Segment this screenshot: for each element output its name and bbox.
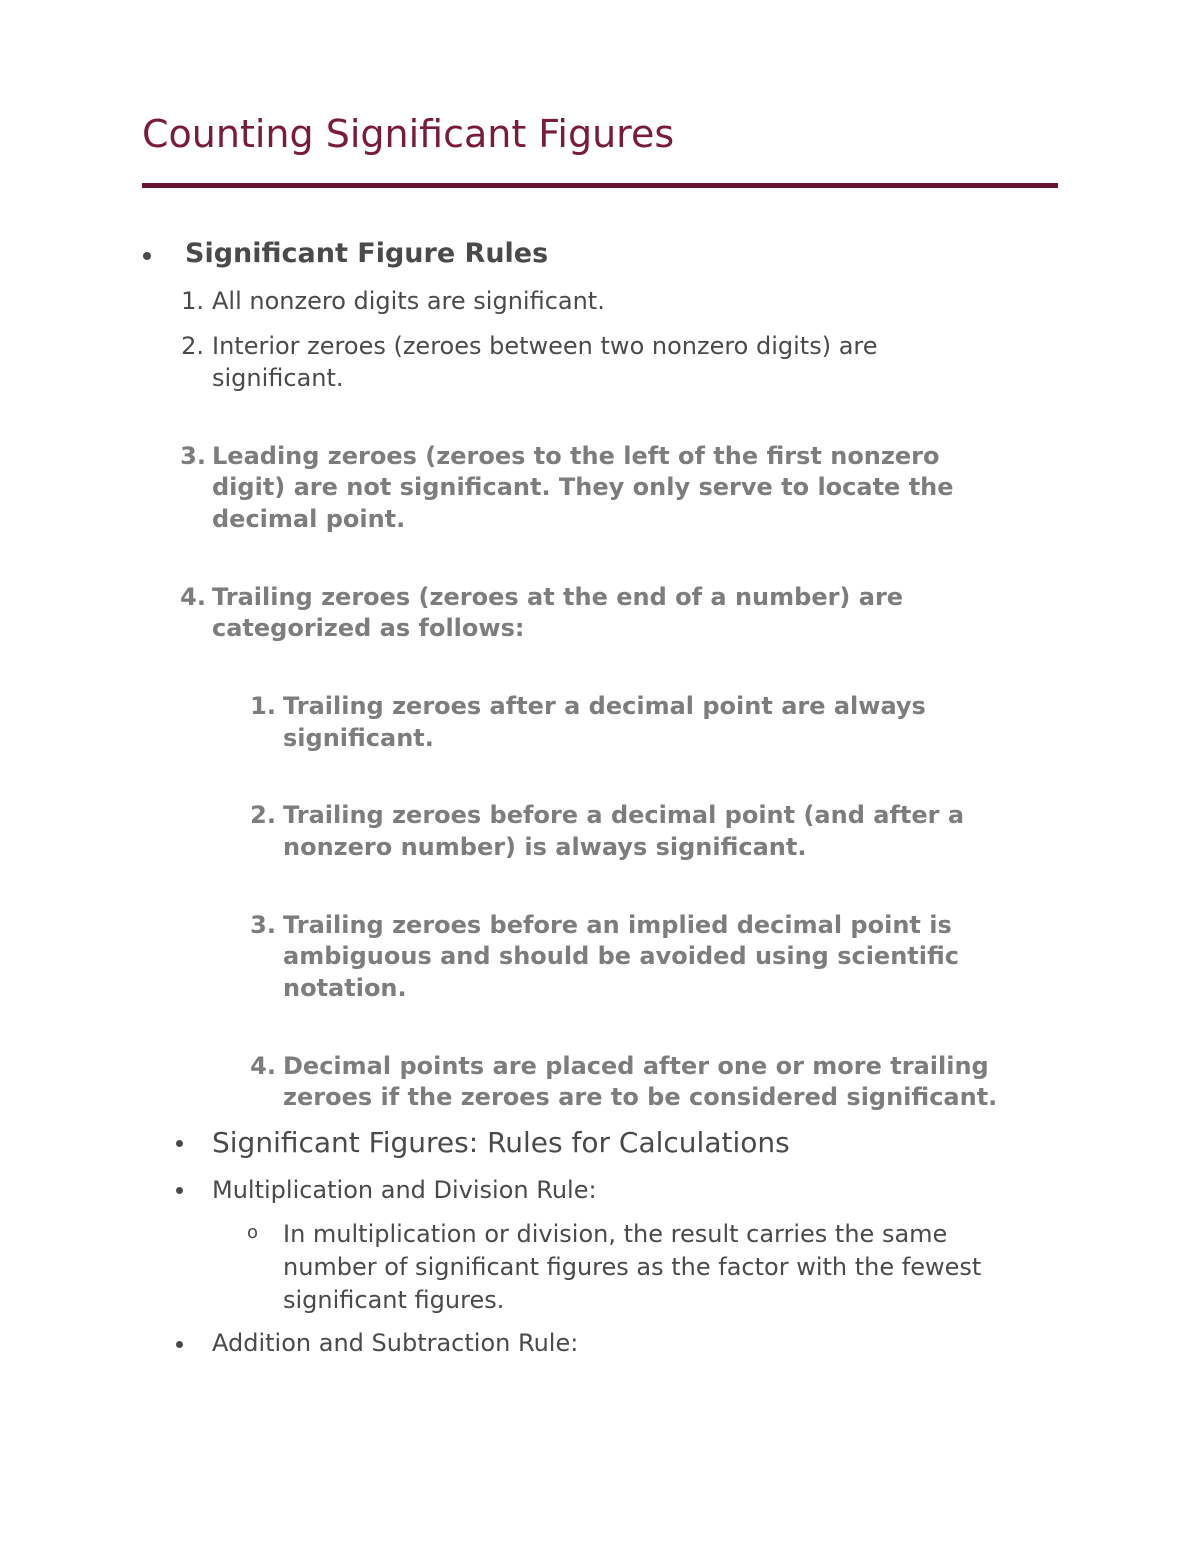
circle-bullet-icon: o — [247, 1222, 259, 1243]
title-divider — [142, 183, 1058, 188]
rule-text: All nonzero digits are significant. — [212, 287, 605, 315]
subrule-text: ambiguous and should be avoided using scientific — [283, 942, 960, 970]
rule-number: 1. — [181, 287, 204, 315]
subrule-text: nonzero number) is always significant. — [283, 833, 807, 861]
rule-number: 3. — [180, 442, 206, 470]
rule-number: 4. — [180, 583, 206, 611]
multiplication-rule-text: In multiplication or division, the result carries the same — [283, 1220, 948, 1248]
subrule-number: 1. — [250, 692, 276, 720]
addition-rule-label: Addition and Subtraction Rule: — [212, 1329, 579, 1357]
multiplication-rule-label: Multiplication and Division Rule: — [212, 1176, 597, 1204]
page-title: Counting Significant Figures — [142, 112, 675, 156]
rule-text: decimal point. — [212, 505, 406, 533]
multiplication-rule-text: significant figures. — [283, 1286, 505, 1314]
rule-text: significant. — [212, 364, 344, 392]
rule-text: Interior zeroes (zeroes between two nonzero digits) are — [212, 332, 878, 360]
subrule-number: 4. — [250, 1052, 276, 1080]
subrule-number: 2. — [250, 801, 276, 829]
subrule-text: notation. — [283, 974, 407, 1002]
subrule-text: Trailing zeroes before an implied decimal point is — [283, 911, 952, 939]
subrule-text: zeroes if the zeroes are to be considered significant. — [283, 1083, 998, 1111]
subrule-text: Trailing zeroes before a decimal point (and after a — [283, 801, 965, 829]
bullet-icon — [176, 1140, 183, 1147]
rule-number: 2. — [181, 332, 204, 360]
rule-text: categorized as follows: — [212, 614, 525, 642]
subrule-number: 3. — [250, 911, 276, 939]
subrule-text: Decimal points are placed after one or more trailing — [283, 1052, 989, 1080]
section-heading-calculations: Significant Figures: Rules for Calculations — [212, 1126, 790, 1159]
rule-text: Trailing zeroes (zeroes at the end of a number) are — [212, 583, 904, 611]
multiplication-rule-text: number of significant figures as the factor with the fewest — [283, 1253, 982, 1281]
subrule-text: significant. — [283, 724, 434, 752]
bullet-icon — [143, 252, 151, 260]
section-heading-rules: Significant Figure Rules — [185, 238, 549, 269]
rule-text: Leading zeroes (zeroes to the left of the first nonzero — [212, 442, 940, 470]
subrule-text: Trailing zeroes after a decimal point are always — [283, 692, 926, 720]
rule-text: digit) are not significant. They only serve to locate the — [212, 473, 954, 501]
bullet-icon — [176, 1187, 183, 1194]
bullet-icon — [176, 1341, 183, 1348]
